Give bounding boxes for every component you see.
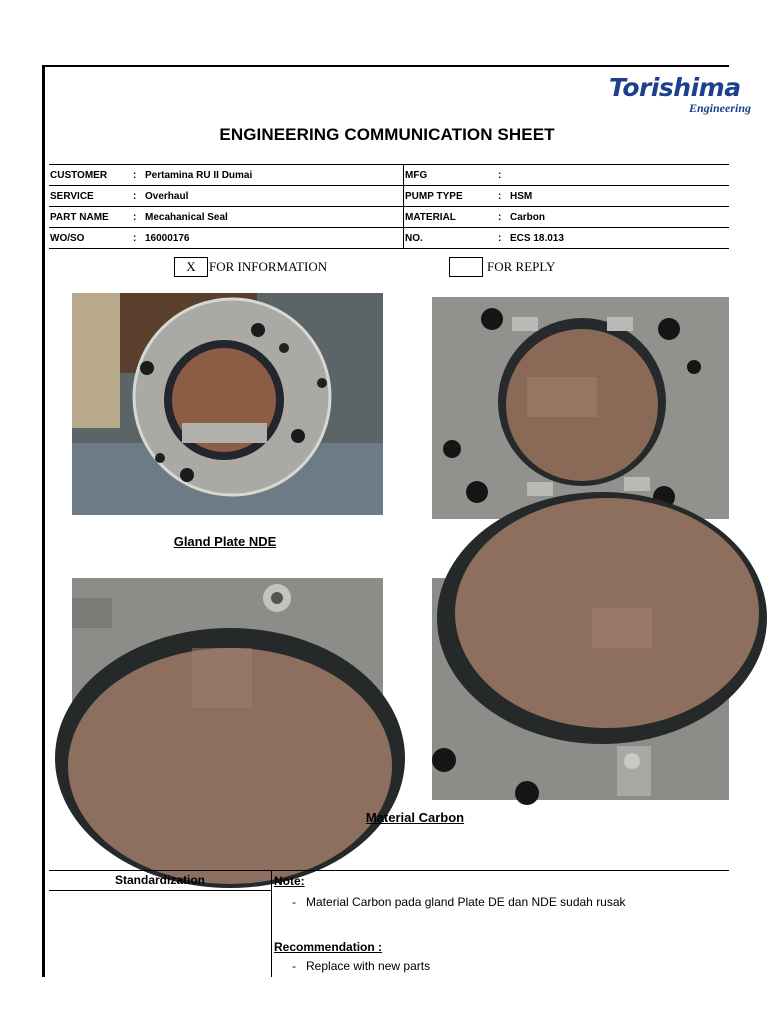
company-logo	[609, 71, 752, 115]
for-reply-checkbox[interactable]	[449, 257, 483, 277]
info-row	[49, 186, 729, 207]
info-colon: :	[497, 228, 509, 249]
recommendation-item	[292, 959, 430, 973]
info-colon: :	[132, 186, 144, 207]
logo-text: Torishima	[609, 73, 741, 102]
note-item	[292, 895, 626, 909]
info-colon: :	[132, 207, 144, 228]
info-label: PART NAME	[49, 207, 132, 228]
info-label: CUSTOMER	[49, 165, 132, 186]
document-title: ENGINEERING COMMUNICATION SHEET	[219, 125, 555, 144]
info-value: ECS 18.013	[509, 228, 729, 249]
info-row	[49, 228, 729, 249]
info-value: Overhaul	[144, 186, 404, 207]
for-reply-label: FOR REPLY	[487, 259, 556, 274]
info-label: NO.	[404, 228, 498, 249]
info-label: MFG	[404, 165, 498, 186]
note-item-text: Material Carbon pada gland Plate DE dan NDE sudah rusak	[306, 895, 626, 909]
recommendation-title: Recommendation :	[274, 940, 383, 954]
recommendation-item-text: Replace with new parts	[306, 959, 431, 973]
info-table	[49, 164, 729, 249]
material-carbon-caption: Material Carbon	[365, 810, 465, 825]
info-label: WO/SO	[49, 228, 132, 249]
bullet: -	[292, 959, 296, 973]
info-value	[509, 165, 729, 186]
info-label: SERVICE	[49, 186, 132, 207]
info-row	[49, 165, 729, 186]
info-value: Pertamina RU II Dumai	[144, 165, 404, 186]
info-value: Carbon	[509, 207, 729, 228]
standardization-header: Standardization	[49, 870, 271, 891]
gland-plate-de-photo	[432, 297, 729, 519]
info-value: Mecahanical Seal	[144, 207, 404, 228]
info-colon: :	[132, 228, 144, 249]
gland-plate-nde-photo	[72, 293, 383, 515]
info-label: MATERIAL	[404, 207, 498, 228]
info-row	[49, 207, 729, 228]
engineering-sheet	[42, 65, 752, 977]
standardization-box	[49, 870, 272, 977]
info-value: 16000176	[144, 228, 404, 249]
info-colon: :	[497, 165, 509, 186]
material-carbon-photo-left	[72, 578, 383, 800]
bullet: -	[292, 895, 296, 909]
info-colon: :	[132, 165, 144, 186]
gland-plate-nde-caption: Gland Plate NDE	[173, 534, 277, 549]
info-colon: :	[497, 207, 509, 228]
info-colon: :	[497, 186, 509, 207]
material-carbon-photo-right	[432, 578, 729, 800]
for-information-checkbox[interactable]: X	[174, 257, 208, 277]
info-label: PUMP TYPE	[404, 186, 498, 207]
for-information-label: FOR INFORMATION	[209, 259, 328, 274]
note-title: Note:	[274, 874, 305, 888]
info-value: HSM	[509, 186, 729, 207]
logo-subtext: Engineering	[689, 101, 752, 115]
